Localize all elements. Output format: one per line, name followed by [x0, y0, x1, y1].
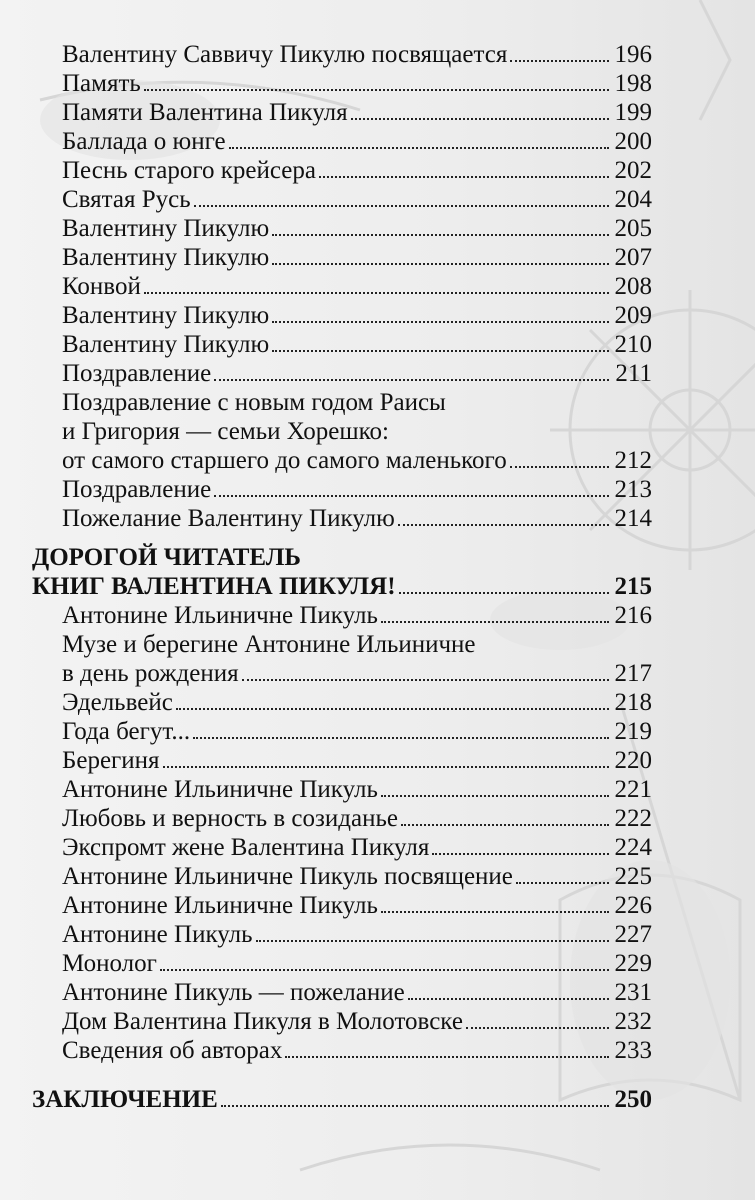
- toc-entry: [32, 891, 652, 920]
- toc-entry: [32, 949, 652, 978]
- toc-entry: [32, 156, 652, 185]
- toc-entry-page: 210: [614, 331, 652, 358]
- toc-entry-page: 208: [614, 273, 652, 300]
- toc-entry: [32, 746, 652, 775]
- section-title-line: ДОРОГОЙ ЧИТАТЕЛЬ: [32, 544, 301, 571]
- toc-entry-page: 214: [614, 505, 652, 532]
- toc-entry: [32, 1085, 652, 1114]
- toc-entry-title: Антонине Ильиничне Пикуль: [62, 776, 378, 803]
- dot-leader: [432, 853, 609, 855]
- toc-entry-title: Монолог: [62, 950, 157, 977]
- dot-leader: [510, 466, 609, 468]
- toc-entry-title: Памяти Валентина Пикуля: [62, 99, 348, 126]
- toc-entry: [32, 717, 652, 746]
- toc-entry-title: Святая Русь: [62, 186, 191, 213]
- dot-leader: [398, 524, 609, 526]
- toc-entry-page: 207: [614, 244, 652, 271]
- toc-entry-title: Антонине Ильиничне Пикуль: [62, 602, 378, 629]
- toc-entry: [32, 1036, 652, 1065]
- toc-entry-title: Конвой: [62, 273, 141, 300]
- toc-entry: [32, 601, 652, 630]
- toc-entry-title: Валентину Пикулю: [62, 331, 270, 358]
- dot-leader: [381, 621, 609, 623]
- dot-leader: [176, 708, 609, 710]
- toc-entry-page: 200: [614, 128, 652, 155]
- toc-entry-title: Дом Валентина Пикуля в Молотовске: [62, 1008, 463, 1035]
- toc-entry: [32, 833, 652, 862]
- toc-entry-page: 250: [614, 1086, 652, 1113]
- toc-entry-title: Любовь и верность в созиданье: [62, 805, 398, 832]
- toc-entry: [32, 69, 652, 98]
- dot-leader: [319, 176, 609, 178]
- toc-entry-page: 226: [614, 892, 652, 919]
- toc-entry: [32, 688, 652, 717]
- toc-entry-title: Антонине Ильиничне Пикуль: [62, 892, 378, 919]
- toc-entry: [32, 359, 652, 388]
- toc-entry-page: 205: [614, 215, 652, 242]
- dot-leader: [408, 998, 609, 1000]
- toc-entry-page: 202: [614, 157, 652, 184]
- toc-group-poems-1: [32, 40, 652, 388]
- dot-leader: [214, 379, 609, 381]
- toc-entry: [32, 272, 652, 301]
- toc-entry: [32, 40, 652, 69]
- toc-entry-title: Песнь старого крейсера: [62, 157, 316, 184]
- toc-group-poems-3: [32, 688, 652, 1065]
- toc-section-heading: [32, 1085, 652, 1114]
- toc-entry-page: 224: [614, 834, 652, 861]
- toc-entry: [32, 127, 652, 156]
- dot-leader: [242, 679, 609, 681]
- dot-leader: [272, 263, 609, 265]
- toc-section-heading: [32, 543, 652, 601]
- dot-leader: [221, 1105, 609, 1107]
- toc-entry: [32, 775, 652, 804]
- toc-entry-multiline: [32, 630, 652, 688]
- toc-entry-page: 220: [614, 747, 652, 774]
- toc-entry-page: 196: [614, 41, 652, 68]
- toc-entry-title: Эдельвейс: [62, 689, 173, 716]
- dot-leader: [194, 205, 609, 207]
- toc-entry-title: Поздравление: [62, 476, 212, 503]
- toc-entry-page: 204: [614, 186, 652, 213]
- dot-leader: [272, 350, 609, 352]
- toc-entry-page: 209: [614, 302, 652, 329]
- dot-leader: [351, 118, 609, 120]
- dot-leader: [399, 592, 609, 594]
- dot-leader: [272, 234, 609, 236]
- toc-entry-title-line: и Григория — семьи Хорешко:: [62, 418, 389, 445]
- toc-entry-title: Антонине Пикуль — пожелание: [62, 979, 405, 1006]
- toc-entry-page: 213: [614, 476, 652, 503]
- toc-entry: [32, 475, 652, 504]
- dot-leader: [214, 495, 609, 497]
- toc-entry: [32, 659, 652, 688]
- toc-entry-page: 218: [614, 689, 652, 716]
- toc-entry-page: 221: [614, 776, 652, 803]
- toc-entry: [32, 98, 652, 127]
- toc-entry-title: Валентину Пикулю: [62, 215, 270, 242]
- toc-entry: [32, 978, 652, 1007]
- toc-entry-page: 231: [614, 979, 652, 1006]
- dot-leader: [144, 292, 609, 294]
- toc-entry-title: Валентину Пикулю: [62, 244, 270, 271]
- toc-entry-page: 229: [614, 950, 652, 977]
- dot-leader: [272, 321, 609, 323]
- toc-group-poems-2: [32, 475, 652, 533]
- toc-entry-title: Антонине Ильиничне Пикуль посвящение: [62, 863, 513, 890]
- dot-leader: [193, 737, 609, 739]
- toc-entry-multiline: [32, 388, 652, 475]
- toc-entry-page: 233: [614, 1037, 652, 1064]
- dot-leader: [466, 1027, 609, 1029]
- toc-entry-title: Экспромт жене Валентина Пикуля: [62, 834, 430, 861]
- toc-entry: [32, 301, 652, 330]
- dot-leader: [229, 147, 609, 149]
- dot-leader: [163, 766, 609, 768]
- toc-entry-page: 215: [614, 573, 652, 600]
- toc-entry-title: Память: [62, 70, 141, 97]
- toc-entry-title: Баллада о юнге: [62, 128, 226, 155]
- toc-entry: [32, 920, 652, 949]
- section-title: ЗАКЛЮЧЕНИЕ: [32, 1086, 218, 1113]
- toc-entry-title-line: Музе и берегине Антонине Ильиничне: [62, 631, 476, 658]
- toc-entry-title: Валентину Саввичу Пикулю посвящается: [62, 41, 508, 68]
- toc-entry: [32, 804, 652, 833]
- toc-entry-title: в день рождения: [62, 660, 239, 687]
- toc-entry-title: Поздравление: [62, 360, 212, 387]
- toc-entry: [32, 243, 652, 272]
- toc-entry-title: Берегиня: [62, 747, 160, 774]
- dot-leader: [285, 1056, 609, 1058]
- toc-entry-title: Пожелание Валентину Пикулю: [62, 505, 395, 532]
- toc-entry-title: Антонине Пикуль: [62, 921, 253, 948]
- dot-leader: [516, 882, 609, 884]
- toc-entry-page: 232: [614, 1008, 652, 1035]
- dot-leader: [401, 824, 609, 826]
- toc-entry-page: 227: [614, 921, 652, 948]
- toc-entry-title: от самого старшего до самого маленького: [62, 447, 507, 474]
- toc-entry-page: 211: [615, 360, 652, 387]
- toc-entry: [32, 330, 652, 359]
- section-title: КНИГ ВАЛЕНТИНА ПИКУЛЯ!: [32, 573, 396, 600]
- dot-leader: [381, 795, 609, 797]
- dot-leader: [160, 969, 609, 971]
- toc-entry-title-line: Поздравление с новым годом Раисы: [62, 389, 446, 416]
- toc-entry-title: Года бегут...: [62, 718, 191, 745]
- dot-leader: [381, 911, 609, 913]
- toc-entry-page: 222: [614, 805, 652, 832]
- toc-entry-title: Сведения об авторах: [62, 1037, 283, 1064]
- dot-leader: [256, 940, 609, 942]
- table-of-contents: [32, 40, 652, 1114]
- dot-leader: [510, 60, 609, 62]
- dot-leader: [144, 89, 609, 91]
- toc-entry: [32, 504, 652, 533]
- toc-entry: [32, 446, 652, 475]
- toc-entry-page: 217: [614, 660, 652, 687]
- toc-entry: [32, 862, 652, 891]
- toc-entry: [32, 214, 652, 243]
- toc-entry-page: 212: [614, 447, 652, 474]
- toc-group-poems-3a: [32, 601, 652, 630]
- toc-entry: [32, 185, 652, 214]
- toc-entry-page: 219: [614, 718, 652, 745]
- toc-entry-title: Валентину Пикулю: [62, 302, 270, 329]
- toc-entry-page: 225: [614, 863, 652, 890]
- toc-entry: [32, 1007, 652, 1036]
- toc-entry-page: 199: [614, 99, 652, 126]
- toc-entry: [32, 572, 652, 601]
- toc-entry-page: 198: [614, 70, 652, 97]
- toc-entry-page: 216: [614, 602, 652, 629]
